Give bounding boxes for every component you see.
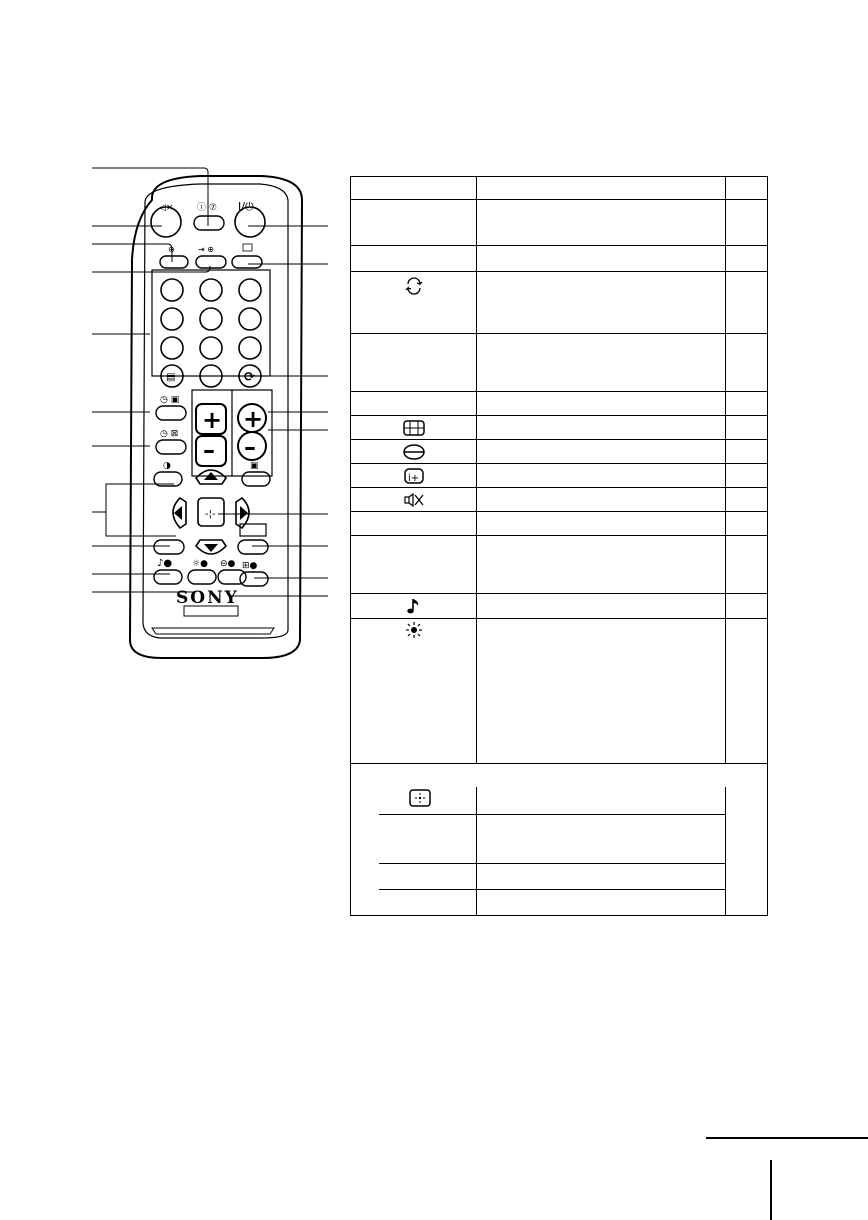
sleep-timer-button[interactable] (156, 406, 186, 420)
menu-button[interactable] (154, 540, 184, 554)
contrast-icon: ◑ (163, 461, 171, 471)
brightness-icon (399, 621, 429, 639)
svg-text:i+: i+ (408, 473, 420, 484)
digit-2-button[interactable] (200, 279, 222, 301)
dual-sound-icon (399, 443, 429, 461)
speaker-muted-icon: ◁× (159, 203, 174, 213)
digit-9-button[interactable] (239, 337, 261, 359)
digit-1-button[interactable] (161, 279, 183, 301)
favourite-icon: ▣ (250, 461, 259, 471)
wide-button[interactable] (240, 572, 268, 586)
program-up-icon: + (243, 405, 264, 433)
input-select-icon: ⇥ ⊕ (198, 245, 214, 254)
music-note-icon (399, 597, 429, 615)
tv-screen-icon (243, 244, 252, 251)
ok-center-icon (405, 789, 435, 807)
favourite-button[interactable] (242, 472, 270, 486)
info-teletext-button[interactable] (194, 216, 224, 230)
swap-channel-icon: ⟳ (244, 370, 255, 385)
info-plus-icon: ⓘ ⑦ (197, 203, 217, 213)
remote-control-diagram (0, 0, 340, 660)
tv-button[interactable] (232, 256, 262, 268)
digit-6-button[interactable] (239, 308, 261, 330)
digit-8-button[interactable] (200, 337, 222, 359)
digit-5-button[interactable] (200, 308, 222, 330)
rgb-button[interactable] (160, 256, 188, 268)
info-plus-icon (399, 467, 429, 485)
wide-screen-icon: ⊞● (242, 561, 258, 571)
button-reference-table (350, 176, 768, 916)
digit-3-button[interactable] (239, 279, 261, 301)
volume-down-icon: – (203, 436, 215, 464)
speaker-muted-icon (399, 491, 429, 509)
digit-4-button[interactable] (161, 308, 183, 330)
number-pad-frame (152, 270, 270, 376)
volume-up-icon: + (202, 406, 223, 434)
clock-off-icon: ◷ ⊠ (160, 429, 179, 439)
callout-lines-left (92, 168, 210, 592)
footer-vertical-rule (770, 1160, 772, 1220)
swap-channel-icon (399, 277, 429, 295)
sound-mode-button[interactable] (154, 570, 182, 584)
volume-rocker[interactable] (196, 404, 226, 466)
dual-sound-button[interactable] (218, 570, 246, 584)
music-note-icon: ♪● (157, 558, 173, 569)
footer-rule (706, 1137, 868, 1139)
top-buttons (151, 200, 265, 268)
sony-logo: SONY (176, 588, 239, 608)
col-divider-2 (725, 177, 726, 764)
ok-center-icon: -¦- (205, 509, 216, 520)
callout-lines-right (218, 226, 328, 596)
program-rocker[interactable] (238, 404, 266, 461)
wide-screen-icon (399, 419, 429, 437)
picture-adjust-button[interactable] (188, 570, 216, 584)
input-source-icon: ⊕ (168, 245, 175, 254)
exit-button[interactable] (238, 540, 268, 554)
col-divider-1 (476, 177, 477, 764)
digit-7-button[interactable] (161, 337, 183, 359)
arrow-pad (173, 470, 249, 554)
remote-bottom-slot (152, 628, 274, 634)
input-button[interactable] (196, 256, 226, 268)
clock-icon: ◷ ▣ (160, 395, 180, 405)
program-down-icon: – (244, 433, 256, 461)
off-timer-button[interactable] (156, 440, 186, 454)
brightness-icon: ☼● (192, 559, 208, 569)
power-icon: I/⏻ (238, 200, 254, 213)
teletext-icon: ▤ (166, 372, 176, 383)
dual-sound-icon: ⊖● (220, 559, 236, 569)
